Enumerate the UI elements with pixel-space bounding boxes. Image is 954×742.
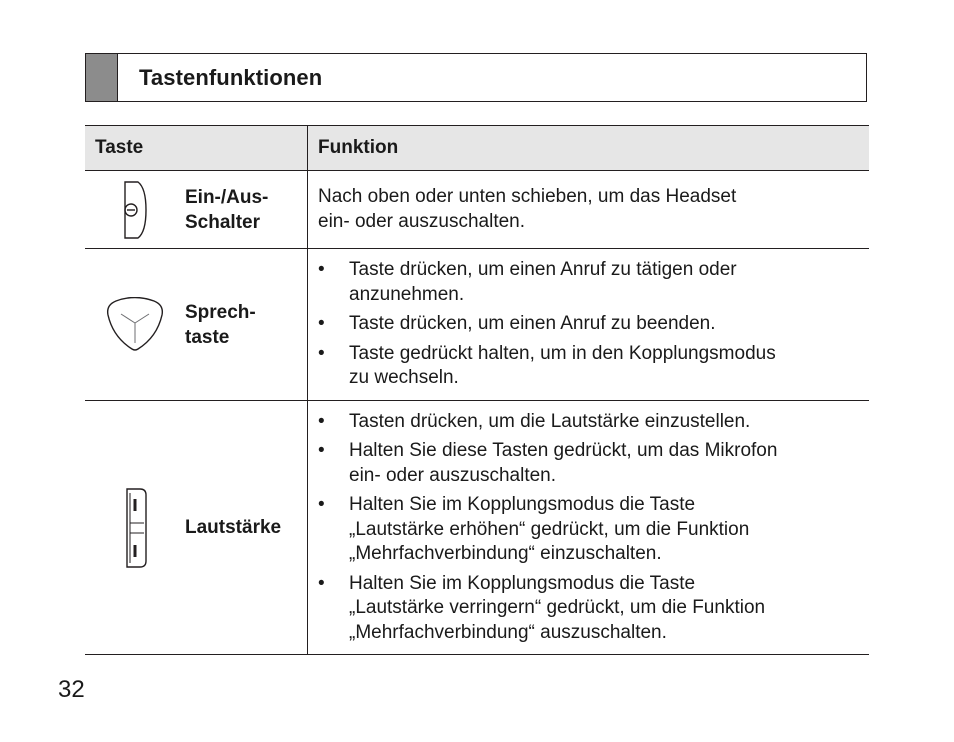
list-item: • Halten Sie im Kopplungsmodus die Taste „Lautstärke verringern“ gedrückt, um die Funktion „Mehrfachverbindung“ auszuschalten.: [318, 572, 859, 646]
key-cell-power: [85, 171, 308, 249]
list-item: • Tasten drücken, um die Lautstärke einzustellen.: [318, 410, 859, 435]
bullet-list: [318, 410, 859, 646]
table-header-row: [85, 126, 869, 171]
header-function: Funktion: [308, 126, 870, 171]
function-text: Nach oben oder unten schieben, um das Headset ein- oder auszuschalten.: [318, 186, 737, 232]
function-cell-volume: [308, 401, 870, 655]
volume-keys-icon: [120, 487, 150, 569]
key-label-volume: Lautstärke: [185, 517, 282, 538]
list-item: • Taste drücken, um einen Anruf zu beenden.: [318, 312, 859, 337]
header-key: Taste: [85, 126, 308, 171]
key-cell-volume: [85, 401, 308, 655]
bullet-list: [318, 258, 859, 391]
list-item: • Taste drücken, um einen Anruf zu tätigen oder anzunehmen.: [318, 258, 859, 307]
key-label-power: Ein-/Aus- Schalter: [185, 186, 269, 233]
talk-button-icon: [104, 297, 166, 353]
function-cell-talk: [308, 249, 870, 401]
section-header: [85, 53, 867, 102]
function-cell-power: [308, 171, 870, 249]
power-slider-icon: [120, 180, 150, 240]
list-item: • Halten Sie diese Tasten gedrückt, um das Mikrofon ein- oder auszuschalten.: [318, 439, 859, 488]
key-functions-table: [85, 125, 869, 655]
list-item: • Halten Sie im Kopplungsmodus die Taste „Lautstärke erhöhen“ gedrückt, um die Funktion „Mehrfachverbindung“ einzuschalten.: [318, 493, 859, 567]
table-row: [85, 171, 869, 249]
section-marker: [86, 54, 118, 101]
key-cell-talk: [85, 249, 308, 401]
table-row: [85, 249, 869, 401]
section-title: Tastenfunktionen: [139, 64, 323, 90]
key-label-talk: Sprech- taste: [185, 301, 256, 348]
table-row: [85, 401, 869, 655]
page-number: 32: [58, 676, 85, 703]
list-item: • Taste gedrückt halten, um in den Kopplungsmodus zu wechseln.: [318, 342, 859, 391]
